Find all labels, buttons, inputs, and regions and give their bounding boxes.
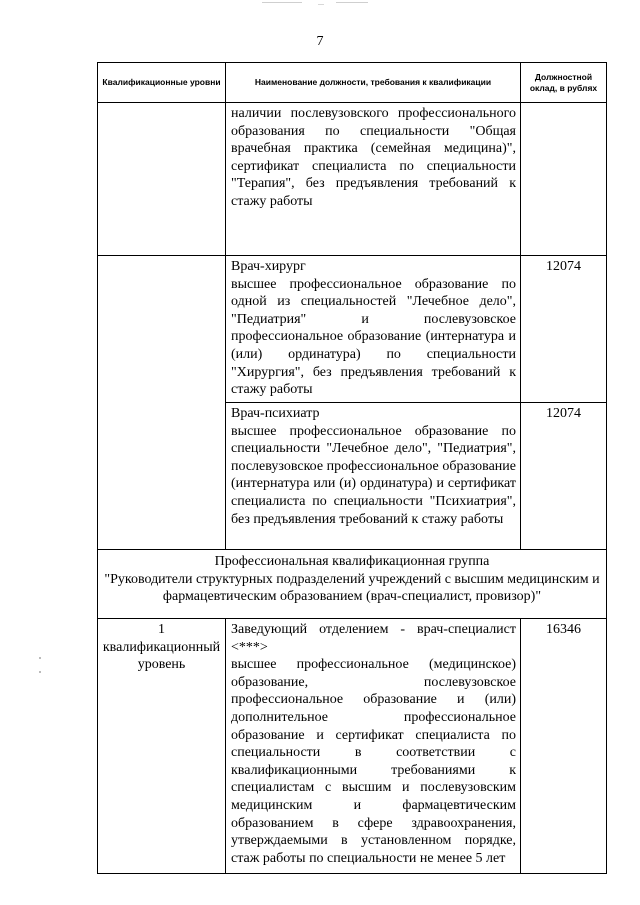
position-title: Врач-хирург [231,259,306,274]
qualification-table [97,62,607,874]
scan-mark [262,2,302,3]
position-requirements: высшее профессиональное (медицинское) образование, послевузовское профессиональное образование и (или) дополнительное профессиональное образование и сертификат специалиста по специальности в соответствии с квалификационными требованиями к специалистам с высшим и послевузовским медицинским и фармацевтическим образованием в сфере здравоохранения, утверждаемыми в установленном порядке, стаж работы по специальности не менее 5 лет [231,657,516,866]
scan-mark [318,4,324,5]
position-cell [226,619,521,874]
position-title: Врач-психиатр [231,406,320,421]
position-requirements: высшее профессиональное образование по специальности "Лечебное дело", "Педиатрия", послевузовское профессиональное образование (интернатура или (и) ординатура) и сертификат специалиста по специальности "Психиатрия", без предъявления требований к стажу работы [231,423,516,527]
group-title: Профессиональная квалификационная группа [214,554,490,569]
table-header-row [98,63,607,103]
table-row [98,619,607,874]
group-name: "Руководители структурных подразделений учреждений с высшим медицинским и фармацевтическим образованием (врач-специалист, провизор)" [104,571,600,605]
continuation-text: наличии послевузовского профессионального образования по специальности "Общая врачебная практика (семейная медицина)", сертификат специалиста по специальности "Терапия", без предъявления требований к стажу работы [231,106,516,209]
empty-cell [521,103,607,256]
position-title: Заведующий отделением - врач-специалист <***> [231,622,516,655]
scan-mark [39,657,41,659]
position-cell [226,403,521,550]
salary-cell [521,619,607,874]
qualification-level: 1 квалификационный уровень [102,622,221,673]
scan-mark [336,2,368,3]
scan-mark [39,671,41,673]
continuation-cell [226,103,521,256]
header-position: Наименование должности, требования к квалификации [226,63,521,103]
salary-cell [521,403,607,550]
empty-cell [98,103,226,256]
salary-value: 12074 [546,259,581,274]
group-cell [98,550,607,619]
position-cell [226,256,521,403]
empty-level-cell [98,256,226,550]
header-salary: Должностной оклад, в рублях [521,63,607,103]
salary-cell [521,256,607,403]
table-row [98,103,607,256]
position-requirements: высшее профессиональное образование по одной из специальностей "Лечебное дело", "Педиатрия" и послевузовское профессиональное образование (интернатура и (или) ординатура) по специальности "Хирургия", без предъявления требований к стажу работы [231,276,516,398]
salary-value: 12074 [546,406,581,421]
table-row [98,256,607,403]
group-row [98,550,607,619]
salary-value: 16346 [546,622,581,637]
header-levels: Квалификационные уровни [98,63,226,103]
page-number: 7 [316,34,324,49]
level-cell [98,619,226,874]
